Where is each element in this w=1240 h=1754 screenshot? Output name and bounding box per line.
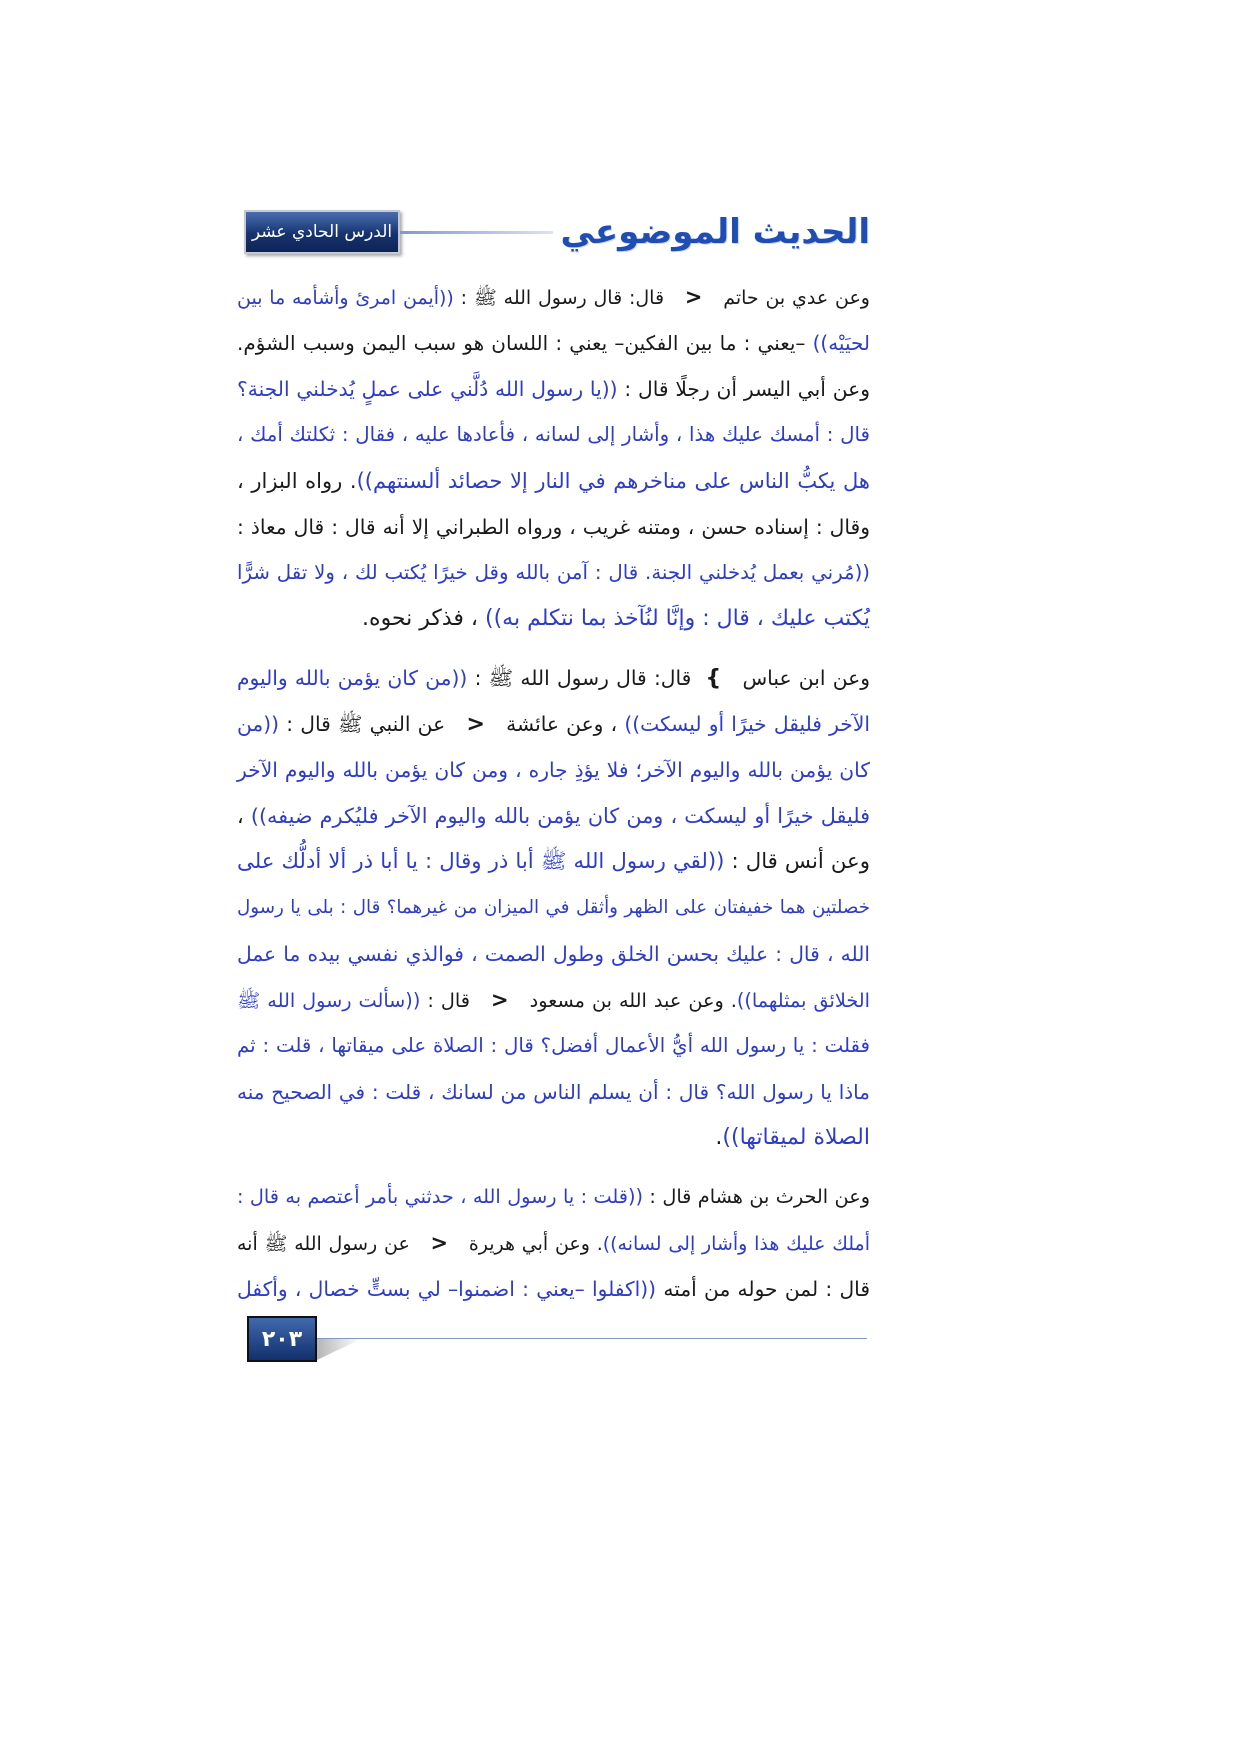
narration-text: قال : bbox=[420, 989, 477, 1012]
narration-text: ، فذكر نحوه. bbox=[362, 606, 486, 631]
text-line bbox=[237, 1115, 870, 1161]
hadith-quote: ((من bbox=[237, 712, 280, 736]
honorific-symbol: { bbox=[705, 665, 722, 691]
footer-shadow bbox=[317, 1339, 361, 1360]
hadith-quote: الآخر فليقل خيرًا أو ليسكت)) bbox=[624, 712, 870, 736]
hadith-quote: الله ، قال : عليك بحسن الخلق وطول الصمت ، فوالذي نفسي بيده ما عمل bbox=[237, 942, 870, 966]
text-line bbox=[237, 504, 870, 550]
text-line bbox=[237, 320, 870, 366]
text-line bbox=[237, 793, 870, 839]
hadith-quote: يُكتب عليك ، قال : وإنَّا لنُآخذ بما نتكلم به)) bbox=[485, 606, 870, 631]
narration-text: ، bbox=[237, 804, 251, 828]
text-line bbox=[237, 977, 870, 1023]
hadith-quote: ماذا يا رسول الله؟ قال : أن يسلم الناس من لسانك ، قلت : في الصحيح منه bbox=[237, 1080, 870, 1104]
hadith-quote: كان يؤمن بالله واليوم الآخر؛ فلا يؤذِ جاره ، ومن كان يؤمن بالله واليوم الآخر bbox=[237, 758, 870, 782]
hadith-quote: ((قلت : يا رسول الله ، حدثني بأمر أعتصم به قال : bbox=[237, 1185, 644, 1208]
page-number: ٢٠٣ bbox=[247, 1316, 317, 1362]
hadith-quote: فليقل خيرًا أو ليسكت ، ومن كان يؤمن بالله واليوم الآخر فليُكرم ضيفه)) bbox=[250, 804, 870, 828]
text-line bbox=[237, 655, 870, 701]
narration-text: وعن عدي بن حاتم bbox=[716, 287, 870, 309]
narration-text: وعن ابن عباس bbox=[735, 666, 870, 690]
narration-text: وعن الحرث بن هشام قال : bbox=[643, 1185, 870, 1208]
honorific-symbol: > bbox=[466, 711, 485, 737]
hadith-quote: ((لقي رسول الله ﷺ أبا ذر وقال : يا أبا ذر ألا أدلُّك على bbox=[237, 849, 725, 874]
hadith-quote: هل يكبُّ الناس على مناخرهم في النار إلا حصائد ألسنتهم)) bbox=[356, 469, 870, 493]
honorific-symbol: > bbox=[430, 1231, 449, 1255]
hadith-quote: قال : أمسك عليك هذا ، وأشار إلى لسانه ، فأعادها عليه ، فقال : ثكلتك أمك ، bbox=[237, 423, 870, 446]
narration-text: عن النبي ﷺ قال : bbox=[279, 712, 453, 736]
text-line bbox=[237, 701, 870, 747]
text-line bbox=[237, 931, 870, 977]
narration-text: قال : لمن حوله من أمته bbox=[656, 1277, 871, 1301]
hadith-quote: ((اكفلوا –يعني : اضمنوا– لي بستٍّ خصال ، وأكفل bbox=[237, 1277, 657, 1301]
text-line bbox=[237, 366, 870, 412]
hadith-quote: فقلت : يا رسول الله أيُّ الأعمال أفضل؟ قال : الصلاة على ميقاتها ، قلت : ثم bbox=[237, 1034, 870, 1057]
hadith-quote: لحيَيْه)) bbox=[812, 331, 870, 355]
narration-text: قال: قال رسول الله ﷺ : bbox=[453, 287, 671, 309]
narration-text: قال: قال رسول الله ﷺ : bbox=[467, 666, 692, 690]
narration-text: –يعني : ما بين الفكين– يعني : اللسان هو سبب اليمن وسبب الشؤم. bbox=[237, 331, 813, 355]
narration-text: وعن أنس قال : bbox=[724, 849, 870, 874]
honorific-symbol: > bbox=[684, 285, 703, 309]
hadith-quote: ((أيمن امرئ وأشأمه ما بين bbox=[237, 287, 454, 309]
page-header bbox=[244, 208, 870, 256]
text-line bbox=[237, 1266, 870, 1312]
hadith-quote: خصلتين هما خفيفتان على الظهر وأثقل في الميزان من غيرهما؟ قال : بلى يا رسول bbox=[237, 897, 870, 918]
body-text bbox=[237, 274, 870, 1312]
header-rule bbox=[400, 231, 553, 234]
text-line bbox=[237, 550, 870, 596]
narration-text: ، وعن عائشة bbox=[499, 712, 625, 736]
narration-text: عن رسول الله ﷺ أنه bbox=[237, 1233, 417, 1255]
narration-text: . وعن عبد الله بن مسعود bbox=[522, 989, 737, 1012]
honorific-symbol: > bbox=[490, 987, 509, 1012]
text-line bbox=[237, 1174, 870, 1220]
text-line bbox=[237, 1023, 870, 1069]
lesson-badge: الدرس الحادي عشر bbox=[244, 210, 400, 254]
text-line bbox=[237, 1220, 870, 1266]
text-line bbox=[237, 458, 870, 504]
narration-text: . وعن أبي هريرة bbox=[462, 1233, 603, 1255]
hadith-quote: الخلائق بمثلهما)) bbox=[736, 989, 870, 1012]
hadith-quote: ((مُرني بعمل يُدخلني الجنة. قال : آمن بالله وقل خيرًا يُكتب لك ، ولا تقل شرًّا bbox=[237, 561, 870, 584]
hadith-quote: الصلاة لميقاتها)) bbox=[722, 1125, 870, 1150]
text-line bbox=[237, 839, 870, 885]
page-footer bbox=[247, 1316, 867, 1364]
narration-text: . رواه البزار ، bbox=[237, 469, 357, 493]
hadith-quote: أملك عليك هذا وأشار إلى لسانه)) bbox=[602, 1233, 870, 1255]
narration-text: . bbox=[715, 1125, 723, 1150]
text-line bbox=[237, 885, 870, 931]
book-title: الحديث الموضوعي bbox=[560, 212, 870, 252]
text-line bbox=[237, 747, 870, 793]
hadith-quote: ((يا رسول الله دُلَّني على عملٍ يُدخلني الجنة؟ bbox=[237, 377, 618, 401]
text-line bbox=[237, 274, 870, 320]
hadith-quote: ((من كان يؤمن بالله واليوم bbox=[237, 666, 468, 690]
footer-rule bbox=[317, 1338, 867, 1339]
narration-text: وقال : إسناده حسن ، ومتنه غريب ، ورواه الطبراني إلا أنه قال : قال معاذ : bbox=[237, 515, 870, 539]
text-line bbox=[237, 596, 870, 642]
narration-text: وعن أبي اليسر أن رجلًا قال : bbox=[617, 377, 870, 401]
hadith-quote: ((سألت رسول الله ﷺ bbox=[237, 989, 421, 1012]
text-line bbox=[237, 412, 870, 458]
text-line bbox=[237, 1069, 870, 1115]
